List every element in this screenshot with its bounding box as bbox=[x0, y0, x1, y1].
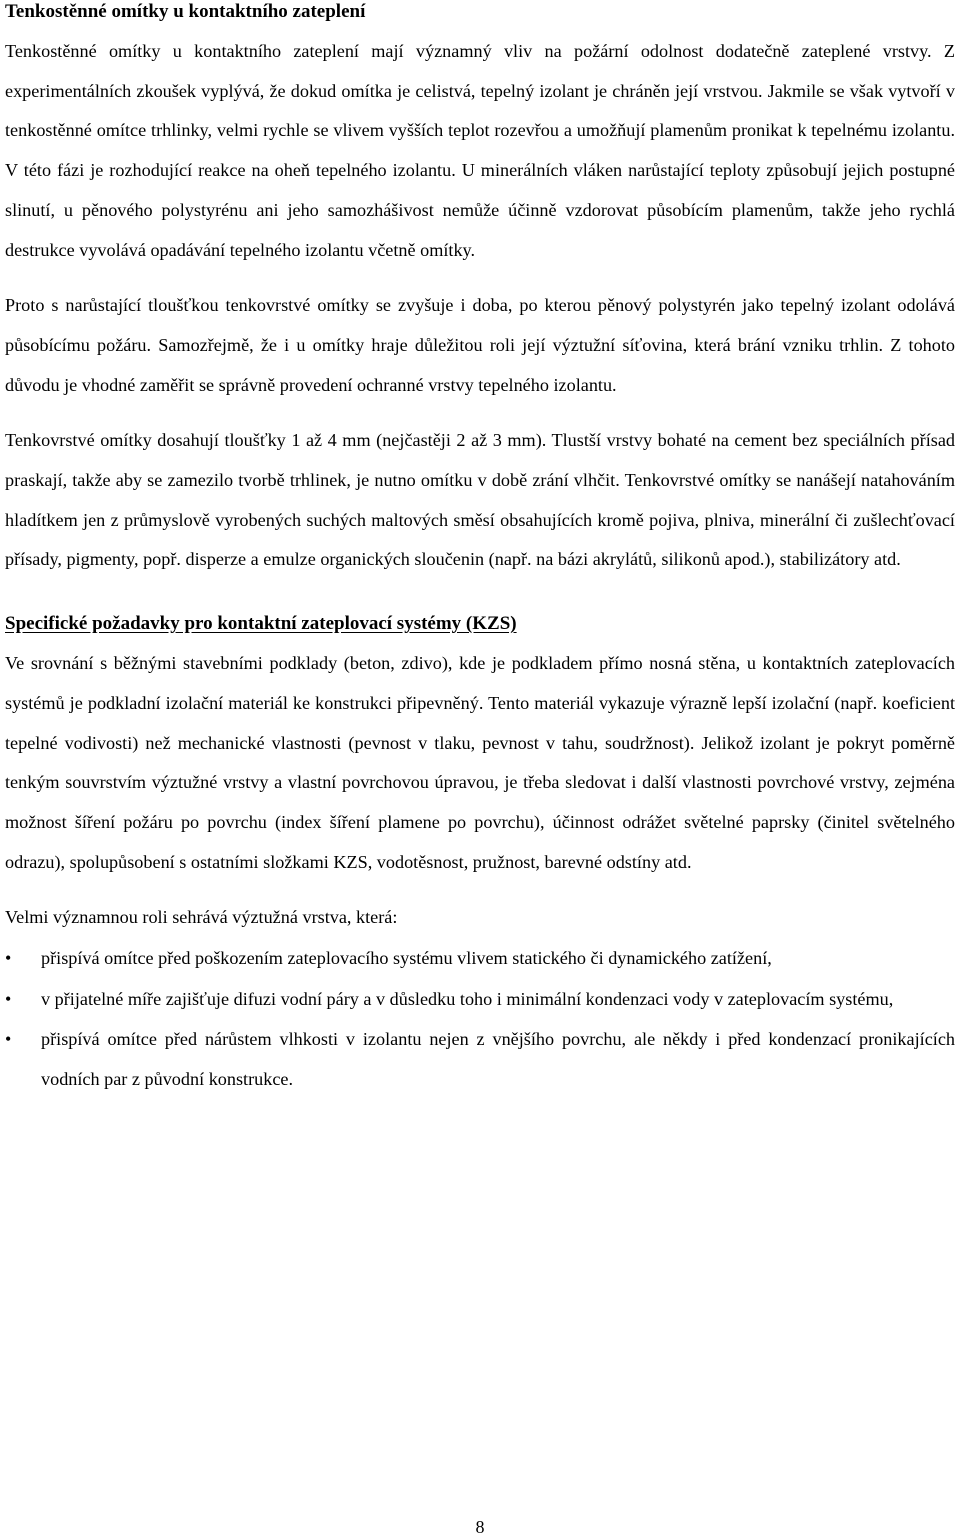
section-title-kzs-requirements: Specifické požadavky pro kontaktní zateplovací systémy (KZS) bbox=[5, 613, 517, 635]
paragraph-kzs-comparison: Ve srovnání s běžnými stavebními podklady (beton, zdivo), kde je podkladem přímo nosná stěna, u kontaktních zateplovacích systémů je podkladní izolační materiál ke konstrukci připevněný. Tento materiál vykazuje výrazně lepší izolační (např. koeficient tepelné vodivosti) než mechanické vlastnosti (pevnost v tlaku, pevnost v tahu, soudržnost). Jelikož izolant je pokryt poměrně tenkým souvrstvím výztužné vrstvy a vlastní povrchovou úpravou, je třeba sledovat i další vlastnosti povrchové vrstvy, zejména možnost šíření požáru po povrchu (index šíření plamene po povrchu), účinnost odrážet světelné paprsky (činitel světelného odrazu), spolupůsobení s ostatními složkami KZS, vodotěsnost, pružnost, barevné odstíny atd. bbox=[5, 653, 955, 872]
list-item-text: v přijatelné míře zajišťuje difuzi vodní páry a v důsledku toho i minimální kondenzaci vody v zateplovacím systému, bbox=[41, 988, 894, 1009]
bullet-icon: • bbox=[5, 948, 12, 969]
page-number: 8 bbox=[475, 1517, 485, 1537]
list-item-text: přispívá omítce před poškozením zateplovacího systému vlivem statického či dynamického zatížení, bbox=[41, 948, 772, 969]
list-item bbox=[5, 939, 955, 979]
bullet-icon: • bbox=[5, 988, 12, 1009]
paragraph-thin-layer-plasters: Tenkovrstvé omítky dosahují tloušťky 1 až 4 mm (nejčastěji 2 až 3 mm). Tlustší vrstvy bohaté na cement bez speciálních přísad praskají, takže aby se zamezilo tvorbě trhlinek, je nutno omítku v době zrání vlhčit. Tenkovrstvé omítky se nanášejí natahováním hladítkem jen z průmyslově vyrobených suchých maltových směsí obsahujících kromě pojiva, plniva, minerální či zušlechťovací přísady, pigmenty, popř. disperze a emulze organických sloučenin (např. na bázi akrylátů, silikonů apod.), stabilizátory atd. bbox=[5, 430, 955, 570]
list-item bbox=[5, 1020, 955, 1099]
bullet-icon: • bbox=[5, 1029, 12, 1050]
reinforcement-bullet-list bbox=[5, 939, 955, 1100]
paragraph-plaster-thickness: Proto s narůstající tloušťkou tenkovrstvé omítky se zvyšuje i doba, po kterou pěnový polystyrén jako tepelný izolant odolává působícímu požáru. Samozřejmě, že i u omítky hraje důležitou roli její výztužní síťovina, která brání vzniku trhlin. Z tohoto důvodu je vhodné zaměřit se správně provedení ochranné vrstvy tepelného izolantu. bbox=[5, 295, 955, 395]
list-item bbox=[5, 980, 955, 1020]
paragraph-fire-resistance: Tenkostěnné omítky u kontaktního zateplení mají významný vliv na požární odolnost dodatečně zateplené vrstvy. Z experimentálních zkoušek vyplývá, že dokud omítka je celistvá, tepelný izolant je chráněn její vrstvou. Jakmile se však vytvoří v tenkostěnné omítce trhlinky, velmi rychle se vlivem vyšších teplot rozevřou a umožňují plamenům pronikat k tepelnému izolantu. V této fázi je rozhodující reakce na oheň tepelného izolantu. U minerálních vláken narůstající teploty způsobují jejich postupné slinutí, u pěnového polystyrénu ani jeho samozhášivost nemůže účinně vzdorovat působícím plamenům, takže jeho rychlá destrukce vyvolává opadávání tepelného izolantu včetně omítky. bbox=[5, 41, 955, 260]
list-item-text: přispívá omítce před nárůstem vlhkosti v izolantu nejen z vnějšího povrchu, ale někdy i před kondenzací pronikajících vodních par z původní konstrukce. bbox=[41, 1029, 955, 1090]
document-page bbox=[5, 0, 955, 1100]
section-title-thin-plaster: Tenkostěnné omítky u kontaktního zateplení bbox=[5, 1, 366, 22]
paragraph-reinforcement-intro: Velmi významnou roli sehrává výztužná vrstva, která: bbox=[5, 907, 398, 928]
